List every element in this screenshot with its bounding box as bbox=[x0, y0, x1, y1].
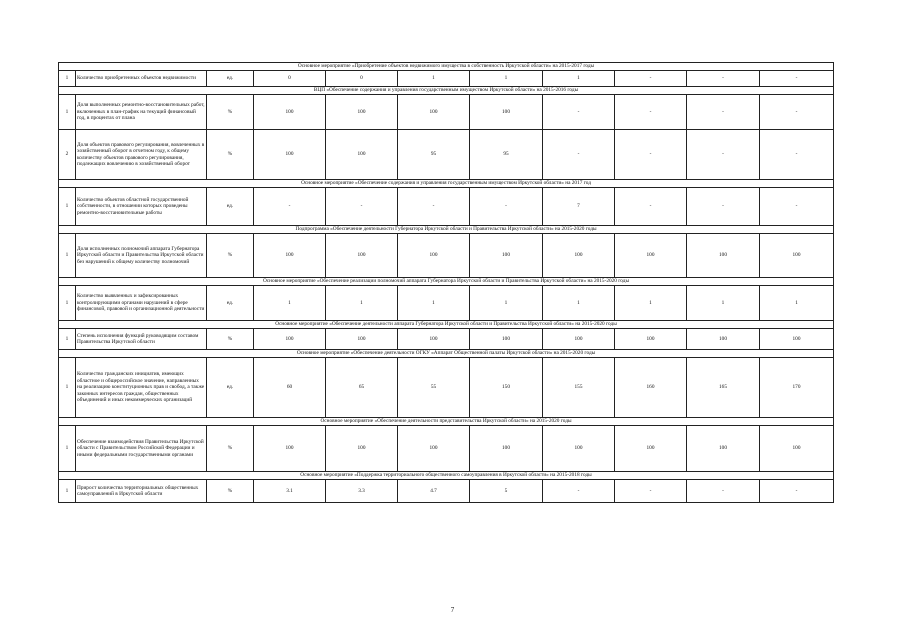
value-cell: 100 bbox=[687, 426, 760, 472]
table-row bbox=[59, 130, 834, 180]
indicator-name: Доля выполненных ремонтно-восстановительных работ, включенных в план-график на текущий финансовый год, в процентах от плана bbox=[76, 95, 207, 130]
section-header: Основное мероприятие «Обеспечение содержания и управления государственным имуществом Иркутской области» на 2017 год bbox=[59, 180, 834, 188]
section-header: Подпрограмма «Обеспечение деятельности Губернатора Иркутской области и Правительства Иркутской области» на 2015-2020 годы bbox=[59, 226, 834, 234]
table-row bbox=[59, 426, 834, 472]
section-header-row bbox=[59, 321, 834, 329]
value-cell: 1 bbox=[254, 286, 326, 321]
table-row bbox=[59, 358, 834, 418]
unit-cell: ед. bbox=[207, 71, 254, 87]
table-row bbox=[59, 329, 834, 350]
value-cell: 60 bbox=[254, 358, 326, 418]
unit-cell: % bbox=[207, 329, 254, 350]
indicator-name: Количество гражданских инициатив, имеющих областное и общероссийское значение, направленных на реализацию конституционных прав и свобод, а также законных интересов граждан, общественных объединений и иных некоммерческих организаций bbox=[76, 358, 207, 418]
value-cell: - bbox=[687, 130, 760, 180]
value-cell: 155 bbox=[543, 358, 615, 418]
value-cell: 100 bbox=[687, 234, 760, 278]
value-cell: 1 bbox=[326, 286, 398, 321]
value-cell: - bbox=[615, 188, 687, 226]
value-cell: 100 bbox=[543, 234, 615, 278]
value-cell: - bbox=[326, 188, 398, 226]
section-header: Основное мероприятие «Приобретение объектов недвижимого имущества в собственность Иркутской области» на 2015-2017 годы bbox=[59, 63, 834, 71]
table-row bbox=[59, 480, 834, 503]
value-cell: 100 bbox=[398, 234, 470, 278]
table-row bbox=[59, 188, 834, 226]
section-header-row bbox=[59, 226, 834, 234]
value-cell: - bbox=[615, 95, 687, 130]
row-number: 1 bbox=[59, 95, 76, 130]
indicator-name: Количество выявленных и зафиксированных контролирующими органами нарушений в сфере финансовой, правовой и организационной деятельности bbox=[76, 286, 207, 321]
indicator-name: Доля исполненных полномочий аппарата Губернатора Иркутской области и Правительства Иркутской области без нарушений к общему количеству полномочий bbox=[76, 234, 207, 278]
value-cell: 100 bbox=[470, 234, 543, 278]
section-header-row bbox=[59, 350, 834, 358]
table-row bbox=[59, 234, 834, 278]
value-cell: 170 bbox=[760, 358, 834, 418]
row-number: 1 bbox=[59, 480, 76, 503]
value-cell: 1 bbox=[687, 286, 760, 321]
value-cell: - bbox=[615, 130, 687, 180]
section-header-row bbox=[59, 63, 834, 71]
unit-cell: % bbox=[207, 234, 254, 278]
indicator-name: Прирост количества территориальных общественных самоуправлений в Иркутской области bbox=[76, 480, 207, 503]
indicator-name: Количество объектов областной государственной собственности, в отношении которых проведены ремонтно-восстановительные работы bbox=[76, 188, 207, 226]
value-cell: 100 bbox=[254, 234, 326, 278]
value-cell: 100 bbox=[615, 234, 687, 278]
value-cell: 1 bbox=[470, 286, 543, 321]
row-number: 1 bbox=[59, 234, 76, 278]
value-cell: 100 bbox=[326, 426, 398, 472]
unit-cell: ед. bbox=[207, 286, 254, 321]
value-cell: 100 bbox=[470, 329, 543, 350]
value-cell: - bbox=[687, 188, 760, 226]
value-cell: - bbox=[760, 188, 834, 226]
unit-cell: ед. bbox=[207, 358, 254, 418]
section-header-row bbox=[59, 472, 834, 480]
indicator-name: Обеспечение взаимодействия Правительства Иркутской области с Правительством Российской Федерации и иными федеральными государственными органами bbox=[76, 426, 207, 472]
value-cell: 95 bbox=[398, 130, 470, 180]
value-cell: 5 bbox=[470, 480, 543, 503]
value-cell: 95 bbox=[470, 130, 543, 180]
value-cell: 100 bbox=[543, 426, 615, 472]
value-cell: 0 bbox=[254, 71, 326, 87]
value-cell: 100 bbox=[760, 234, 834, 278]
value-cell: 100 bbox=[254, 95, 326, 130]
indicator-name: Количество приобретенных объектов недвижимости bbox=[76, 71, 207, 87]
value-cell: 160 bbox=[615, 358, 687, 418]
value-cell: 100 bbox=[326, 234, 398, 278]
value-cell: 100 bbox=[615, 329, 687, 350]
value-cell: - bbox=[398, 188, 470, 226]
value-cell: - bbox=[760, 95, 834, 130]
value-cell: 100 bbox=[398, 426, 470, 472]
value-cell: 1 bbox=[543, 286, 615, 321]
page-number: 7 bbox=[450, 606, 455, 614]
value-cell: 1 bbox=[760, 286, 834, 321]
row-number: 1 bbox=[59, 286, 76, 321]
value-cell: 100 bbox=[470, 95, 543, 130]
value-cell: - bbox=[760, 130, 834, 180]
value-cell: 100 bbox=[326, 130, 398, 180]
value-cell: 100 bbox=[326, 95, 398, 130]
value-cell: 100 bbox=[760, 426, 834, 472]
row-number: 1 bbox=[59, 188, 76, 226]
value-cell: - bbox=[687, 480, 760, 503]
value-cell: 100 bbox=[543, 329, 615, 350]
value-cell: - bbox=[760, 71, 834, 87]
value-cell: - bbox=[543, 130, 615, 180]
row-number: 1 bbox=[59, 71, 76, 87]
row-number: 1 bbox=[59, 329, 76, 350]
value-cell: - bbox=[615, 71, 687, 87]
value-cell: 100 bbox=[254, 329, 326, 350]
indicator-name: Доля объектов правового регулирования, вовлеченных в хозяйственный оборот в отчетном году, к общему количеству объектов правового регулирования, подлежащих вовлечению в хозяйственный оборот bbox=[76, 130, 207, 180]
section-header: ВЦП «Обеспечение содержания и управления государственным имуществом Иркутской области» на 2015-2016 годы bbox=[59, 87, 834, 95]
value-cell: - bbox=[254, 188, 326, 226]
unit-cell: ед. bbox=[207, 188, 254, 226]
section-header: Основное мероприятие «Поддержка территориального общественного самоуправления в Иркутской области» на 2015-2018 годы bbox=[59, 472, 834, 480]
table-row bbox=[59, 71, 834, 87]
value-cell: 1 bbox=[615, 286, 687, 321]
row-number: 2 bbox=[59, 130, 76, 180]
value-cell: 150 bbox=[470, 358, 543, 418]
section-header: Основное мероприятие «Обеспечение деятельности аппарата Губернатора Иркутской области и Правительства Иркутской области» на 2015-2020 годы bbox=[59, 321, 834, 329]
value-cell: 100 bbox=[254, 130, 326, 180]
unit-cell: % bbox=[207, 95, 254, 130]
value-cell: 100 bbox=[687, 329, 760, 350]
value-cell: 65 bbox=[326, 358, 398, 418]
value-cell: 100 bbox=[615, 426, 687, 472]
value-cell: - bbox=[615, 480, 687, 503]
value-cell: 100 bbox=[254, 426, 326, 472]
value-cell: - bbox=[543, 95, 615, 130]
value-cell: 1 bbox=[398, 71, 470, 87]
table-body bbox=[59, 63, 834, 503]
value-cell: 100 bbox=[470, 426, 543, 472]
section-header: Основное мероприятие «Обеспечение деятельности представительства Иркутской области» на 2015-2020 годы bbox=[59, 418, 834, 426]
value-cell: 100 bbox=[760, 329, 834, 350]
section-header: Основное мероприятие «Обеспечение реализации полномочий аппарата Губернатора Иркутской области и Правительства Иркутской области» на 2015-2020 годы bbox=[59, 278, 834, 286]
unit-cell: % bbox=[207, 130, 254, 180]
indicator-name: Степень исполнения функций руководящим составом Правительства Иркутской области bbox=[76, 329, 207, 350]
section-header-row bbox=[59, 87, 834, 95]
section-header-row bbox=[59, 278, 834, 286]
indicators-table bbox=[58, 62, 834, 503]
value-cell: 1 bbox=[398, 286, 470, 321]
value-cell: 1 bbox=[470, 71, 543, 87]
unit-cell: % bbox=[207, 426, 254, 472]
section-header-row bbox=[59, 418, 834, 426]
row-number: 1 bbox=[59, 426, 76, 472]
value-cell: 100 bbox=[398, 329, 470, 350]
table-row bbox=[59, 95, 834, 130]
table-row bbox=[59, 286, 834, 321]
row-number: 1 bbox=[59, 358, 76, 418]
value-cell: 100 bbox=[326, 329, 398, 350]
value-cell: 3.1 bbox=[254, 480, 326, 503]
value-cell: - bbox=[687, 95, 760, 130]
value-cell: - bbox=[760, 480, 834, 503]
value-cell: 1 bbox=[543, 71, 615, 87]
value-cell: - bbox=[687, 71, 760, 87]
value-cell: 4.7 bbox=[398, 480, 470, 503]
value-cell: 0 bbox=[326, 71, 398, 87]
value-cell: 7 bbox=[543, 188, 615, 226]
section-header-row bbox=[59, 180, 834, 188]
value-cell: 3.3 bbox=[326, 480, 398, 503]
unit-cell: % bbox=[207, 480, 254, 503]
section-header: Основное мероприятие «Обеспечение деятельности ОГКУ «Аппарат Общественной палаты Иркутской области» на 2015-2020 годы bbox=[59, 350, 834, 358]
value-cell: 165 bbox=[687, 358, 760, 418]
value-cell: - bbox=[543, 480, 615, 503]
value-cell: - bbox=[470, 188, 543, 226]
value-cell: 100 bbox=[398, 95, 470, 130]
value-cell: 55 bbox=[398, 358, 470, 418]
